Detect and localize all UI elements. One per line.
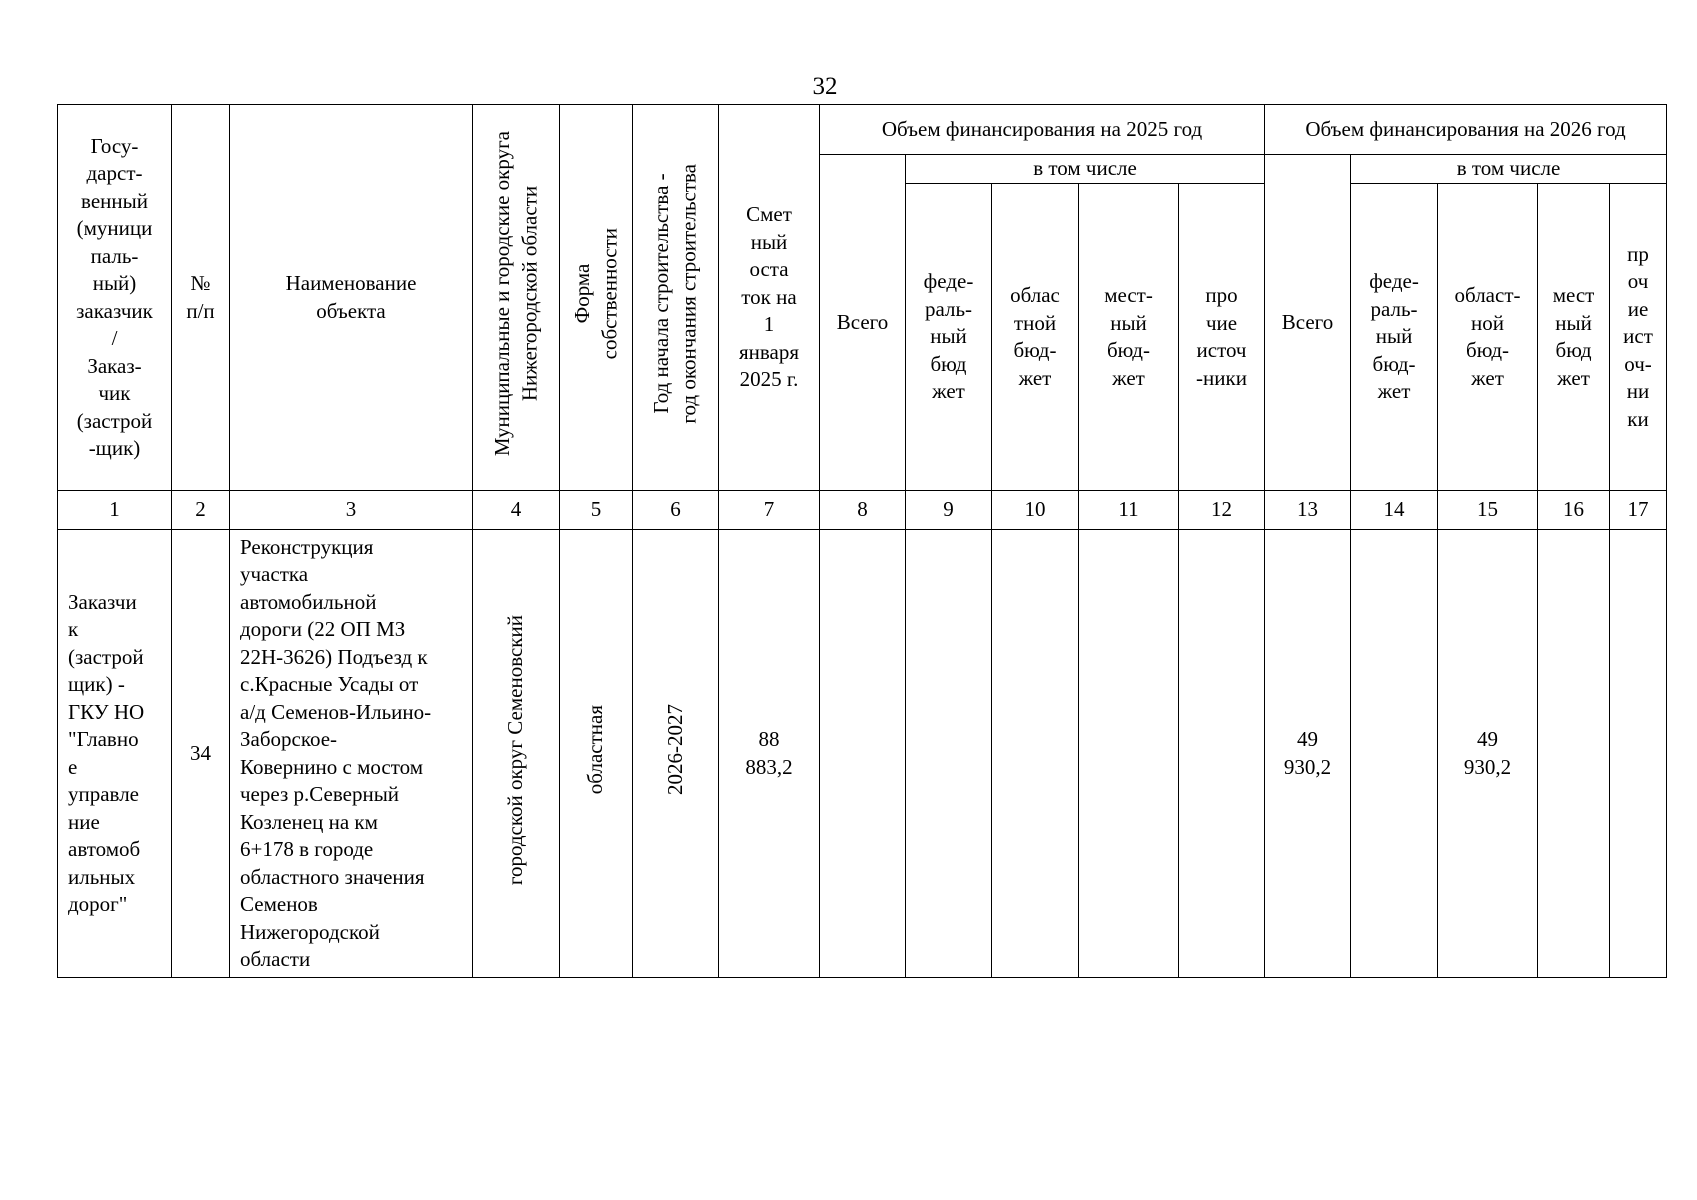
- row-object-name: Реконструкция участка автомобильной дороги (22 ОП МЗ 22Н-3626) Подъезд к с.Красные Усады от а/д Семенов-Ильино- Заборское- Ковернино с мостом через р.Северный Козленец на км 6+178 в городе областного значения Семенов Нижегородской области: [230, 530, 473, 978]
- column-number: 11: [1079, 491, 1179, 530]
- header-other-2026: пр оч ие ист оч- ни ки: [1610, 184, 1667, 491]
- header-federal-2025: феде- раль- ный бюд жет: [906, 184, 992, 491]
- row-municipality-cell: [473, 530, 560, 978]
- header-total-2025: Всего: [820, 155, 906, 491]
- header-local-2026: мест ный бюд жет: [1538, 184, 1610, 491]
- column-number: 5: [560, 491, 633, 530]
- row-regional-2026: 49 930,2: [1438, 530, 1538, 978]
- header-local-2025: мест- ный бюд- жет: [1079, 184, 1179, 491]
- column-number: 8: [820, 491, 906, 530]
- header-federal-2026: феде- раль- ный бюд- жет: [1351, 184, 1438, 491]
- header-object-name: Наименование объекта: [230, 105, 473, 491]
- column-number: 16: [1538, 491, 1610, 530]
- header-total-2026: Всего: [1265, 155, 1351, 491]
- header-number: № п/п: [172, 105, 230, 491]
- column-number: 4: [473, 491, 560, 530]
- column-number: 3: [230, 491, 473, 530]
- header-including-2026: в том числе: [1351, 155, 1667, 184]
- row-federal-2026: [1351, 530, 1438, 978]
- row-remaining: 88 883,2: [719, 530, 820, 978]
- header-row-top: [58, 105, 1667, 155]
- header-customer: Госу- дарст- венный (муници паль- ный) заказчик / Заказ- чик (застрой -щик): [58, 105, 172, 491]
- column-number: 13: [1265, 491, 1351, 530]
- header-remaining: Смет ный оста ток на 1 января 2025 г.: [719, 105, 820, 491]
- row-local-2025: [1079, 530, 1179, 978]
- column-number: 2: [172, 491, 230, 530]
- header-municipality-cell: [473, 105, 560, 491]
- column-number: 17: [1610, 491, 1667, 530]
- column-number: 7: [719, 491, 820, 530]
- row-other-2025: [1179, 530, 1265, 978]
- header-regional-2025: облас тной бюд- жет: [992, 184, 1079, 491]
- row-ownership-cell: [560, 530, 633, 978]
- row-total-2025: [820, 530, 906, 978]
- row-total-2026: 49 930,2: [1265, 530, 1351, 978]
- row-number: 34: [172, 530, 230, 978]
- row-years-cell: [633, 530, 719, 978]
- column-number: 6: [633, 491, 719, 530]
- column-number: 15: [1438, 491, 1538, 530]
- column-number: 9: [906, 491, 992, 530]
- column-number: 12: [1179, 491, 1265, 530]
- header-other-2025: про чие источ -ники: [1179, 184, 1265, 491]
- row-ownership: областная: [583, 705, 608, 795]
- header-funding-2025: Объем финансирования на 2025 год: [820, 105, 1265, 155]
- table-row: [58, 530, 1667, 978]
- header-funding-2026: Объем финансирования на 2026 год: [1265, 105, 1667, 155]
- header-years-cell: [633, 105, 719, 491]
- column-number: 10: [992, 491, 1079, 530]
- column-number-row: [58, 491, 1667, 530]
- investment-table: [57, 104, 1667, 978]
- row-regional-2025: [992, 530, 1079, 978]
- header-years: Год начала строительства - год окончания строительства: [649, 163, 701, 424]
- header-municipality: Муниципальные и городские округа Нижегородской области: [489, 131, 541, 457]
- column-number: 1: [58, 491, 172, 530]
- row-federal-2025: [906, 530, 992, 978]
- column-number: 14: [1351, 491, 1438, 530]
- header-ownership-cell: [560, 105, 633, 491]
- header-including-2025: в том числе: [906, 155, 1265, 184]
- row-customer: Заказчи к (застрой щик) - ГКУ НО "Главно е управле ние автомоб ильных дорог": [58, 530, 172, 978]
- row-years: 2026-2027: [662, 704, 687, 796]
- row-other-2026: [1610, 530, 1667, 978]
- page-number: 32: [812, 73, 838, 100]
- header-regional-2026: област- ной бюд- жет: [1438, 184, 1538, 491]
- row-local-2026: [1538, 530, 1610, 978]
- header-ownership: Форма собственности: [569, 228, 621, 360]
- row-municipality: городской округ Семеновский: [503, 614, 528, 885]
